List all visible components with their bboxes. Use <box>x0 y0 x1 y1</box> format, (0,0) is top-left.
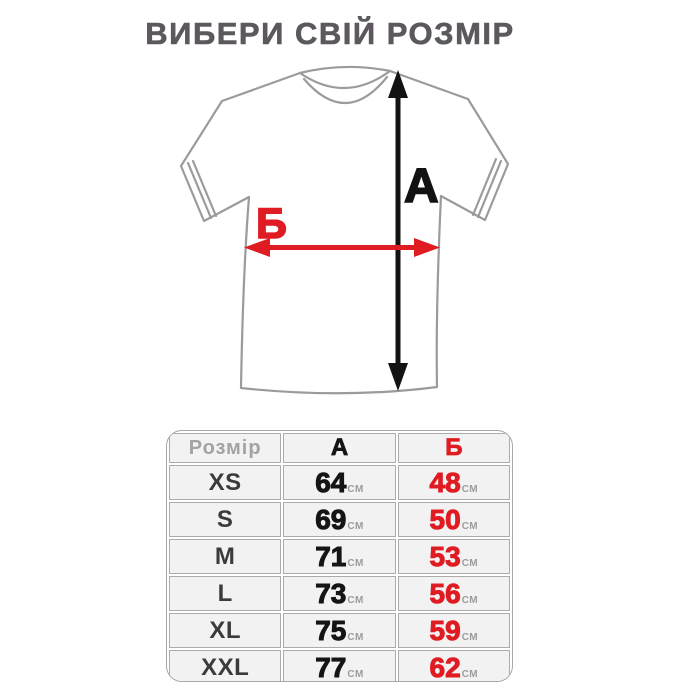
header-b: Б <box>398 433 510 463</box>
table-row-xl <box>169 613 510 648</box>
a-value-cell <box>283 613 395 648</box>
size-cell: XXL <box>169 650 281 682</box>
size-cell: S <box>169 502 281 537</box>
b-value: 50 <box>429 503 461 535</box>
a-value-cell <box>283 650 395 682</box>
size-cell: M <box>169 539 281 574</box>
label-b: Б <box>256 200 287 248</box>
size-cell: XS <box>169 465 281 500</box>
header-a: А <box>283 433 395 463</box>
size-table <box>166 430 513 682</box>
page-title: ВИБЕРИ СВІЙ РОЗМІР <box>145 16 515 51</box>
unit-label: СМ <box>347 668 364 680</box>
size-cell: L <box>169 576 281 611</box>
a-value-cell <box>283 539 395 574</box>
size-cell: XL <box>169 613 281 648</box>
unit-label: СМ <box>461 483 479 495</box>
a-value: 75 <box>315 614 347 646</box>
a-value: 69 <box>315 503 347 535</box>
b-value: 56 <box>429 577 461 609</box>
b-value: 53 <box>429 540 461 572</box>
b-value-cell <box>398 576 510 611</box>
unit-label: СМ <box>347 557 364 569</box>
unit-label: СМ <box>461 631 479 643</box>
unit-label: СМ <box>347 594 364 606</box>
a-value: 64 <box>315 466 347 498</box>
b-value: 48 <box>429 466 461 498</box>
a-value: 71 <box>315 540 347 572</box>
unit-label: СМ <box>347 483 364 495</box>
unit-label: СМ <box>461 520 479 532</box>
label-a: А <box>404 160 439 213</box>
table-row-l <box>169 576 510 611</box>
b-value-cell <box>398 539 510 574</box>
table-row-xs <box>169 465 510 500</box>
header-size: Розмір <box>169 433 281 463</box>
unit-label: СМ <box>461 557 479 569</box>
unit-label: СМ <box>461 594 479 606</box>
b-value-cell <box>398 502 510 537</box>
tshirt-outline <box>181 67 508 393</box>
table-row-xxl <box>169 650 510 682</box>
table-header-row <box>169 433 510 463</box>
a-value: 77 <box>315 651 347 682</box>
unit-label: СМ <box>347 520 364 532</box>
a-value-cell <box>283 502 395 537</box>
unit-label: СМ <box>347 631 364 643</box>
table-row-m <box>169 539 510 574</box>
b-value-cell <box>398 613 510 648</box>
tshirt-illustration <box>181 67 508 393</box>
a-value: 73 <box>315 577 347 609</box>
a-value-cell <box>283 465 395 500</box>
b-value-cell <box>398 465 510 500</box>
b-value: 62 <box>429 651 461 682</box>
b-value-cell <box>398 650 510 682</box>
table-row-s <box>169 502 510 537</box>
b-value: 59 <box>429 614 461 646</box>
a-value-cell <box>283 576 395 611</box>
unit-label: СМ <box>461 668 479 680</box>
